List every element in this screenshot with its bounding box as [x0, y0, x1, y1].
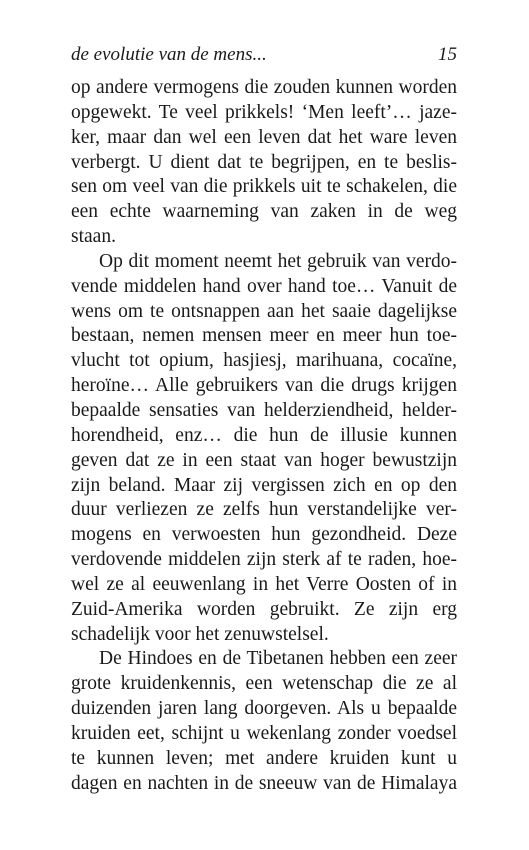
text-line: verdovende middelen zijn sterk af te raden, hoe-: [71, 549, 457, 571]
text-line: Zuid-Amerika worden gebruikt. Ze zijn erg: [71, 598, 457, 620]
text-line: bestaan, nemen mensen meer en meer hun toe-: [71, 325, 457, 347]
text-line: dagen en nachten in de sneeuw van de Himalaya: [71, 772, 457, 794]
text-line: Op dit moment neemt het gebruik van verdo-: [99, 250, 457, 272]
body-text: [71, 76, 457, 796]
text-line: mogens en verwoesten hun gezondheid. Deze: [71, 524, 457, 546]
text-line: opgewekt. Te veel prikkels! ‘Men leeft’… jaze-: [71, 101, 457, 123]
text-line: verbergt. U dient dat te begrijpen, en te beslis-: [71, 151, 457, 173]
page-number: 15: [438, 44, 457, 65]
running-title: de evolutie van de mens...: [71, 44, 267, 65]
text-line: ker, maar dan wel een leven dat het ware leven: [71, 126, 457, 148]
text-line: bepaalde sensaties van helderziendheid, helder-: [71, 399, 457, 421]
text-line: vende middelen hand over hand toe… Vanuit de: [71, 275, 457, 297]
text-line: heroïne… Alle gebruikers van die drugs krijgen: [71, 375, 457, 397]
text-line: duur verliezen ze zelfs hun verstandelijke ver-: [71, 499, 457, 521]
text-line: staan.: [71, 226, 116, 248]
text-line: te kunnen leven; met andere kruiden kunt u: [71, 747, 457, 769]
text-line: De Hindoes en de Tibetanen hebben een zeer: [99, 648, 457, 670]
text-line: wel ze al eeuwenlang in het Verre Oosten of in: [71, 573, 457, 595]
text-line: vlucht tot opium, hasjiesj, marihuana, cocaïne,: [71, 350, 457, 372]
text-line: wens om te ontsnappen aan het saaie dagelijkse: [71, 300, 457, 322]
page-header: [71, 42, 457, 68]
text-line: grote kruidenkennis, een wetenschap die ze al: [71, 673, 457, 695]
text-line: sen om veel van die prikkels uit te schakelen, die: [71, 176, 457, 198]
text-line: duizenden jaren lang doorgeven. Als u bepaalde: [71, 698, 457, 720]
text-line: horendheid, enz… die hun de illusie kunnen: [71, 424, 457, 446]
text-line: op andere vermogens die zouden kunnen worden: [71, 77, 457, 98]
text-line: schadelijk voor het zenuwstelsel.: [71, 623, 329, 645]
text-line: zijn beland. Maar zij vergissen zich en op den: [71, 474, 457, 496]
text-line: een echte waarneming van zaken in de weg: [71, 201, 457, 223]
text-line: geven dat ze in een staat van hoger bewustzijn: [71, 449, 457, 471]
text-line: kruiden eet, schijnt u wekenlang zonder voedsel: [71, 722, 457, 744]
